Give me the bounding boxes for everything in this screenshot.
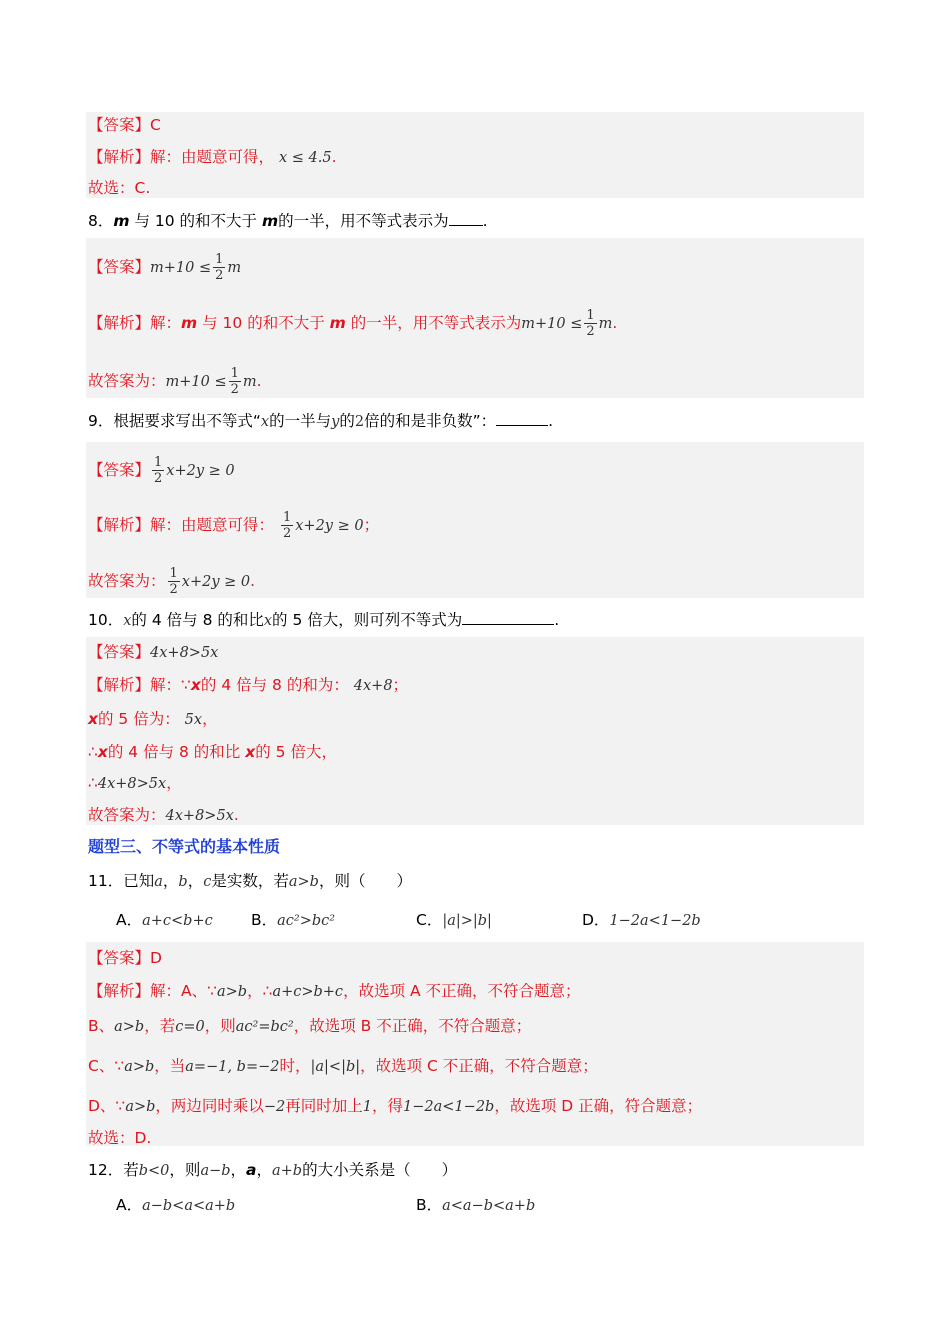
q9-answer-line: 【答案】 $\frac{1}{2}$ x+2y ≥ 0 <box>88 455 235 486</box>
q11-analysis-a: 【解析】解：A、∵a>b，∴a+c>b+c，故选项 A 不正确，不符合题意； <box>88 982 581 1000</box>
answer-blank <box>462 610 554 625</box>
q11-analysis-b: B、a>b，若c=0，则ac²=bc²，故选项 B 不正确，不符合题意； <box>88 1017 532 1035</box>
fraction: $\frac{1}{2}$ <box>282 510 292 541</box>
q11-option-c[interactable]: C．|a|>|b| <box>416 911 492 929</box>
q7-conclusion: 故选：C. <box>88 179 151 197</box>
fraction: $\frac{1}{2}$ <box>154 455 163 486</box>
q12-question: 12．若b<0，则a−b，a，a+b的大小关系是（ ） <box>88 1161 458 1179</box>
fraction: $\frac{1}{2}$ <box>586 308 595 339</box>
section-heading: 题型三、不等式的基本性质 <box>88 837 281 856</box>
q11-analysis-c: C、∵a>b，当a=−1, b=−2时，|a|<|b|，故选项 C 不正确，不符合题意； <box>88 1057 598 1075</box>
q10-answer-line: 【答案】4x+8>5x <box>88 643 219 661</box>
q11-option-d[interactable]: D．1−2a<1−2b <box>582 911 701 929</box>
fraction: $\frac{1}{2}$ <box>169 566 178 597</box>
q9-analysis-line: 【解析】解：由题意可得： $\frac{1}{2}$ x+2y ≥ 0； <box>88 510 380 541</box>
q11-analysis-d: D、∵a>b，两边同时乘以−2再同时加上1，得1−2a<1−2b，故选项 D 正确，符合题意； <box>88 1097 703 1115</box>
q11-option-a[interactable]: A．a+c<b+c <box>116 911 213 929</box>
q11-option-b[interactable]: B．ac²>bc² <box>251 911 336 929</box>
q9-question: 9．根据要求写出不等式“x的一半与y的2倍的和是非负数”： . <box>88 412 554 430</box>
q8-answer-line: 【答案】m+10 ≤ $\frac{1}{2}$ m <box>88 252 242 283</box>
q9-conclusion: 故答案为： $\frac{1}{2}$ x+2y ≥ 0. <box>88 566 256 597</box>
q8-analysis-line: 【解析】解：m 与 10 的和不大于 m 的一半，用不等式表示为m+10 ≤ $\frac{1}{2}$ m. <box>88 308 618 339</box>
q7-answer: C <box>150 116 161 134</box>
q7-analysis-line: 【解析】解：由题意可得， x ≤ 4.5. <box>88 148 337 166</box>
q7-analysis-math: x ≤ 4.5 <box>278 150 332 166</box>
q11-answer-line: 【答案】D <box>88 949 162 967</box>
q12-option-a[interactable]: A．a−b<a<a+b <box>116 1196 236 1214</box>
q7-answer-line: 【答案】C <box>88 116 161 134</box>
q10-analysis-line-4: ∴4x+8>5x， <box>88 774 182 792</box>
fraction: $\frac{1}{2}$ <box>230 366 239 397</box>
q10-analysis-line-3: ∴x的 4 倍与 8 的和比 x的 5 倍大， <box>88 743 337 761</box>
q11-conclusion: 故选：D. <box>88 1129 152 1147</box>
q10-conclusion: 故答案为：4x+8>5x. <box>88 806 239 824</box>
q10-answer-box <box>86 637 864 825</box>
q10-question: 10．x的 4 倍与 8 的和比x的 5 倍大，则可列不等式为 . <box>88 611 560 629</box>
q8-conclusion: 故答案为：m+10 ≤ $\frac{1}{2}$ m. <box>88 366 262 397</box>
q8-question: 8．m 与 10 的和不大于 m的一半，用不等式表示为 . <box>88 212 488 230</box>
q10-analysis-line-2: x的 5 倍为： 5x， <box>88 710 218 728</box>
q12-option-b[interactable]: B．a<a−b<a+b <box>416 1196 536 1214</box>
q11-question: 11．已知a，b，c是实数，若a>b，则（ ） <box>88 872 412 890</box>
answer-blank <box>449 211 483 226</box>
fraction: $\frac{1}{2}$ <box>215 252 224 283</box>
answer-blank <box>496 411 548 426</box>
q10-analysis-line-1: 【解析】解：∵x的 4 倍与 8 的和为： 4x+8； <box>88 676 409 694</box>
